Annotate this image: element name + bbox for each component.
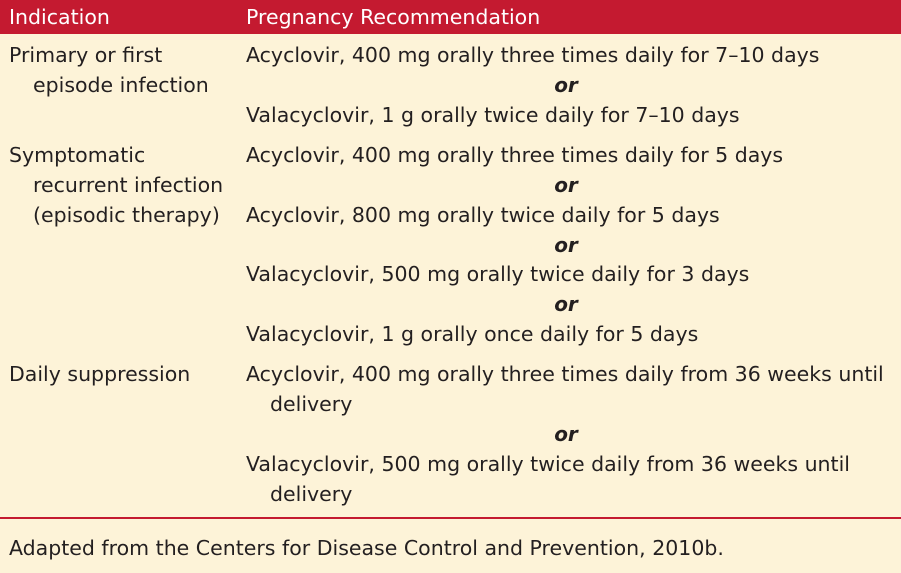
or-separator: or: [554, 233, 578, 257]
recommendation-item: Valacyclovir, 1 g orally once daily for 5 days: [246, 322, 699, 346]
header-recommendation: Pregnancy Recommendation: [246, 5, 541, 29]
recommendation-item: Valacyclovir, 1 g orally twice daily for 7–10 days: [246, 103, 740, 127]
recommendation-item: Acyclovir, 400 mg orally three times daily for 5 days: [246, 143, 784, 167]
recommendation-item: [246, 449, 850, 509]
indication-line: Primary or first: [9, 43, 163, 67]
footer-divider: [0, 517, 901, 519]
recommendation-item: Valacyclovir, 500 mg orally twice daily for 3 days: [246, 262, 750, 286]
recommendation-line: Acyclovir, 400 mg orally three times daily from 36 weeks until: [246, 362, 884, 386]
or-separator: or: [554, 173, 578, 197]
recommendation-line: delivery: [270, 482, 353, 506]
recommendation-item: Acyclovir, 800 mg orally twice daily for 5 days: [246, 203, 720, 227]
or-separator: or: [554, 422, 578, 446]
indication-primary: [9, 40, 209, 100]
or-separator: or: [554, 292, 578, 316]
recommendation-item: Acyclovir, 400 mg orally three times daily for 7–10 days: [246, 43, 820, 67]
indication-line: Daily suppression: [9, 362, 191, 386]
indication-line: Symptomatic: [9, 143, 146, 167]
recommendation-item: [246, 359, 884, 419]
recommendation-line: delivery: [270, 392, 353, 416]
indication-line: recurrent infection: [33, 173, 224, 197]
or-separator: or: [554, 73, 578, 97]
indication-suppression: [9, 359, 190, 389]
recommendation-line: Valacyclovir, 500 mg orally twice daily from 36 weeks until: [246, 452, 850, 476]
indication-recurrent: [9, 140, 223, 230]
header-indication: Indication: [9, 5, 110, 29]
indication-line: episode infection: [33, 73, 209, 97]
table-header: [0, 0, 901, 34]
indication-line: (episodic therapy): [33, 203, 220, 227]
source-footnote: Adapted from the Centers for Disease Control and Prevention, 2010b.: [9, 536, 724, 560]
